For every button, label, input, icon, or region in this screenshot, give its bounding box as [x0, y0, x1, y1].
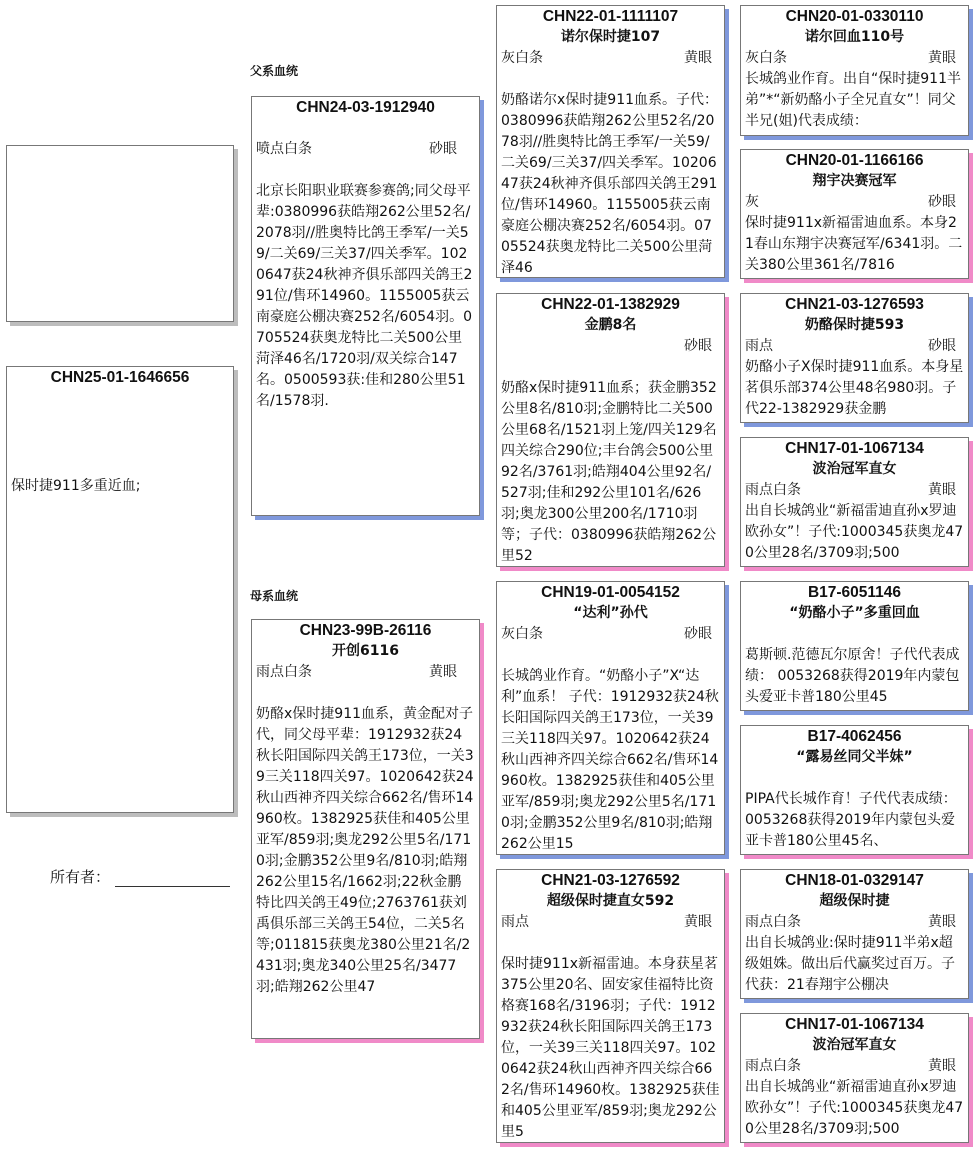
gen4-description: 保时捷911x新福雷迪血系。本身21春山东翔宇决赛冠军/6341羽。二关380公里361名/7816 — [745, 215, 963, 273]
gen4-description: 出自长城鸽业:保时捷911半弟x超级姐姝。做出后代赢奖过百万。子代获：21春翔宇公棚决 — [745, 935, 955, 993]
gen3-name: 超级保时捷直女592 — [546, 893, 675, 909]
gen3-traits — [497, 624, 724, 645]
gen3-eye: 黄眼 — [684, 50, 712, 66]
gen4-ring: CHN20-01-1166166 — [785, 152, 924, 169]
gen3-color: 雨点 — [501, 914, 529, 930]
gen4-card-8 — [740, 1013, 969, 1143]
gen3-card-dam-sire — [496, 581, 725, 855]
gen4-traits — [741, 192, 968, 213]
gen3-traits — [497, 912, 724, 933]
gen3-card-sire-dam — [496, 293, 725, 567]
blank-box — [6, 145, 234, 322]
gen3-ring: CHN19-01-0054152 — [541, 584, 680, 601]
gen3-ring: CHN22-01-1382929 — [541, 296, 680, 313]
dam-eye: 黄眼 — [429, 664, 457, 680]
gen4-eye: 砂眼 — [928, 338, 956, 354]
gen3-ring: CHN22-01-1111107 — [542, 8, 679, 25]
gen4-name: 超级保时捷 — [819, 893, 890, 909]
dam-description: 奶酪x保时捷911血系，黄金配对子代，同父母平辈：1912932获24秋长阳国际四关鸽王173位，一关39三关118四关97。1020642获24秋山西神齐四关综合662名/售环14960枚。1382925获佳和405公里亚军/859羽;奥龙292公里5名/1710羽;金鹏352公里9名/810羽;皓翔262公里15名/1662羽;22秋金鹏特比四关鸽王49位;2763761获刘禹俱乐部三关鸽王54位，二关5名等;011815获奥龙380公里21名/2431羽;奥龙340公里25名/3477羽;皓翔262公里47 — [256, 706, 474, 995]
dam-color: 雨点白条 — [256, 664, 312, 680]
sire-card — [251, 96, 480, 516]
gen4-traits — [741, 336, 968, 357]
gen4-card-3 — [740, 293, 969, 423]
gen3-color: 灰白条 — [501, 50, 543, 66]
sire-eye: 砂眼 — [429, 141, 457, 157]
gen4-description: 出自长城鸽业“新福雷迪直孙x罗迪欧孙女”！子代:1000345获奥龙470公里28名/3709羽;500 — [745, 503, 964, 561]
sire-line-label: 父系血统 — [250, 64, 299, 78]
gen4-name: 翔宇决赛冠军 — [812, 173, 897, 189]
gen4-card-1 — [740, 5, 969, 136]
gen3-description: 保时捷911x新福雷迪。本身获星茗375公里20名、固安家佳福特比资格赛168名/3196羽；子代：1912932获24秋长阳国际四关鸽王173位，一关39三关118四关97。1020642获24秋山西神齐四关综合662名/售环14960枚。1382925获佳和405公里亚军/859羽;奥龙292公里5 — [501, 956, 720, 1140]
dam-card — [251, 619, 480, 1039]
gen3-traits — [497, 336, 724, 357]
gen3-card-dam-dam — [496, 869, 725, 1143]
gen4-card-5 — [740, 581, 969, 711]
dam-name: 开创6116 — [332, 643, 399, 659]
gen4-traits — [741, 480, 968, 501]
gen4-name: 诺尔回血110号 — [804, 29, 905, 45]
dam-ring: CHN23-99B-26116 — [299, 622, 432, 639]
gen3-description: 奶酪x保时捷911血系；获金鹏352公里8名/810羽;金鹏特比二关500公里68名/1521羽上笼/四关129名四关综合290位;丰台鸽会500公里92名/3761羽;皓翔404公里92名/527羽;佳和292公里101名/626羽;奥龙300公里200名/1710羽等；子代：0380996获皓翔262公里52 — [501, 380, 717, 564]
gen4-name: 波治冠军直女 — [812, 461, 897, 477]
gen4-card-6 — [740, 725, 969, 855]
owner-field[interactable] — [115, 870, 230, 887]
gen4-traits — [741, 912, 968, 933]
sire-traits — [252, 139, 479, 160]
gen4-eye: 砂眼 — [928, 194, 956, 210]
gen4-ring: CHN21-03-1276593 — [785, 296, 924, 313]
gen4-eye: 黄眼 — [928, 914, 956, 930]
gen4-ring: CHN17-01-1067134 — [785, 440, 924, 457]
gen4-color: 雨点 — [745, 338, 773, 354]
sire-color: 喷点白条 — [256, 141, 312, 157]
owner-line — [50, 866, 230, 887]
gen3-name: 诺尔保时捷107 — [560, 29, 661, 45]
gen4-name: “露易丝同父半妹” — [796, 749, 913, 765]
gen4-eye: 黄眼 — [928, 482, 956, 498]
gen4-eye: 黄眼 — [928, 50, 956, 66]
gen4-card-4 — [740, 437, 969, 567]
owner-label: 所有者： — [50, 868, 111, 886]
gen3-description: 长城鸽业作育。“奶酪小子”X“达利”血系！ 子代：1912932获24秋长阳国际四关鸽王173位，一关39三关118四关97。1020642获24秋山西神齐四关综合662名/售环14960枚。1382925获佳和405公里亚军/859羽;奥龙292公里5名/1710羽;金鹏352公里9名/810羽;皓翔262公里15 — [501, 668, 719, 852]
gen4-name: 奶酪保时捷593 — [804, 317, 905, 333]
gen3-ring: CHN21-03-1276592 — [541, 872, 680, 889]
dam-line-label: 母系血统 — [250, 589, 299, 603]
gen3-eye: 砂眼 — [684, 338, 712, 354]
gen4-color: 雨点白条 — [745, 1058, 801, 1074]
subject-ring: CHN25-01-1646656 — [50, 369, 190, 386]
gen3-traits — [497, 48, 724, 69]
gen4-ring: CHN18-01-0329147 — [785, 872, 924, 889]
gen4-name: 波治冠军直女 — [812, 1037, 897, 1053]
gen4-description: 出自长城鸽业“新福雷迪直孙x罗迪欧孙女”！子代:1000345获奥龙470公里28名/3709羽;500 — [745, 1079, 964, 1137]
gen4-description: 长城鸽业作育。出自“保时捷911半弟”*“新奶酪小子全兄直女”！同父半兄(姐)代表成绩： — [745, 71, 961, 129]
dam-traits — [252, 662, 479, 683]
gen3-name: 金鹏8名 — [584, 317, 637, 333]
gen4-description: PIPA代长城作育！子代代表成绩： 0053268获得2019年内蒙包头爱亚卡普180公里45名、 — [745, 791, 957, 849]
gen3-description: 奶酪诺尔x保时捷911血系。子代：0380996获皓翔262公里52名/2078羽//胜奥特比鸽王季军/一关59/二关69/三关37/四关季军。1020647获24秋神齐俱乐部四关鸽王291位/售环14960。1155005获云南豪庭公棚决赛252名/6054羽。0705524获奥龙特比二关500公里菏泽46 — [501, 92, 719, 276]
gen4-traits — [741, 48, 968, 69]
gen4-ring: CHN17-01-1067134 — [785, 1016, 924, 1033]
gen4-ring: B17-6051146 — [807, 584, 902, 601]
gen4-description: 奶酪小子X保时捷911血系。本身星茗俱乐部374公里48名980羽。子代22-1382929获金鹏 — [745, 359, 964, 417]
gen4-description: 葛斯顿.范德瓦尔原舍！子代代表成绩： 0053268获得2019年内蒙包头爱亚卡普180公里45 — [745, 647, 960, 705]
gen4-traits — [741, 1056, 968, 1077]
gen4-color: 雨点白条 — [745, 482, 801, 498]
gen4-color: 灰 — [745, 194, 759, 210]
sire-ring: CHN24-03-1912940 — [296, 99, 435, 116]
gen3-eye: 砂眼 — [684, 626, 712, 642]
subject-note: 保时捷911多重近血; — [11, 478, 141, 494]
gen4-eye: 黄眼 — [928, 1058, 956, 1074]
gen4-card-2 — [740, 149, 969, 279]
gen3-eye: 黄眼 — [684, 914, 712, 930]
sire-description: 北京长阳职业联赛参赛鸽;同父母平辈:0380996获皓翔262公里52名/2078羽//胜奥特比鸽王季军/一关59/二关69/三关37/四关季军。1020647获24秋神齐俱乐部四关鸽王291位/售环14960。1155005获云南豪庭公棚决赛252名/6054羽。0705524获奥龙特比二关500公里菏泽46名/1720羽/双关综合147名。0500593获:佳和280公里51名/1578羽. — [256, 183, 473, 409]
gen3-card-sire-sire — [496, 5, 725, 278]
gen3-name: “达利”孙代 — [573, 605, 648, 621]
subject-card — [6, 366, 234, 813]
gen4-ring: CHN20-01-0330110 — [785, 8, 924, 25]
gen3-color: 灰白条 — [501, 626, 543, 642]
gen4-color: 灰白条 — [745, 50, 787, 66]
gen4-ring: B17-4062456 — [807, 728, 902, 745]
gen4-name: “奶酪小子”多重回血 — [789, 605, 920, 621]
gen4-card-7 — [740, 869, 969, 999]
gen4-color: 雨点白条 — [745, 914, 801, 930]
